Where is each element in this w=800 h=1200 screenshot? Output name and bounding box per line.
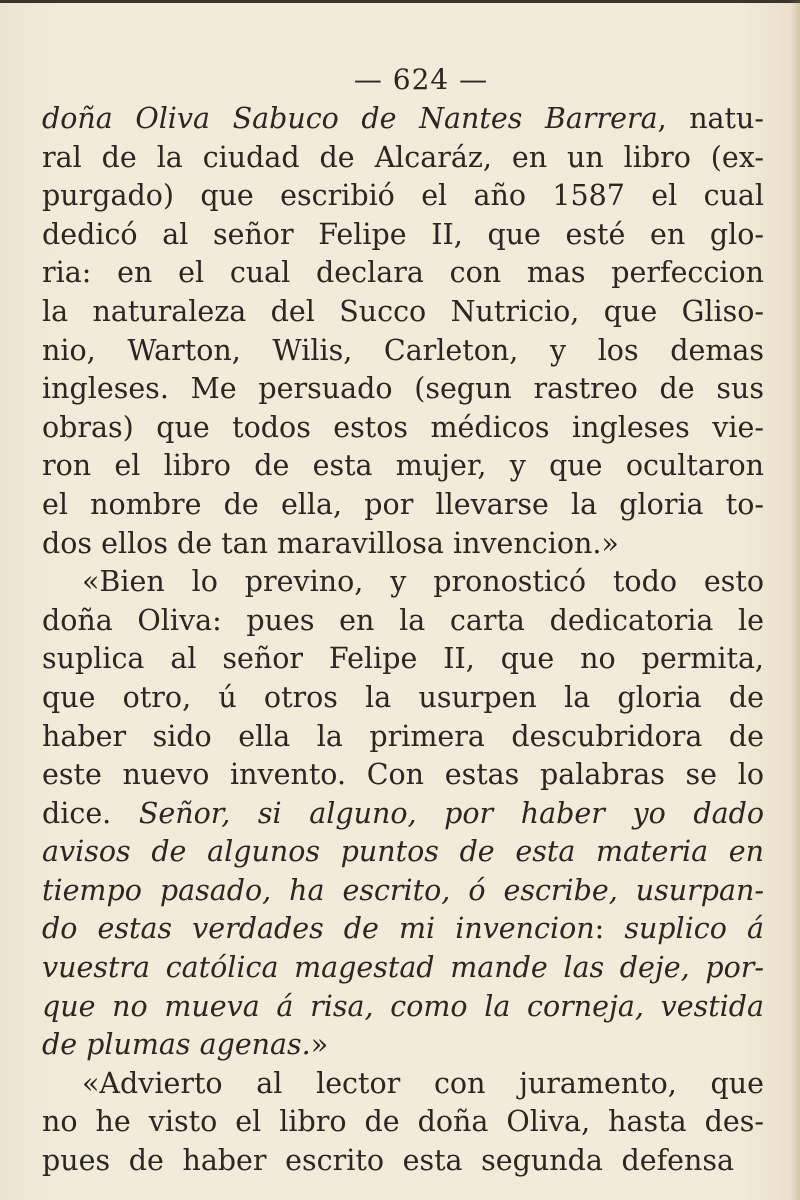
text-line [42, 602, 764, 641]
text-line [42, 370, 764, 409]
page-number: — 624 — [353, 63, 489, 96]
text-span: que otro, ú otros la usurpen la gloria de [42, 680, 764, 714]
text-span: doña Oliva Sabuco de Nantes Barrera [42, 102, 658, 135]
text-line [42, 833, 764, 872]
text-line [42, 795, 764, 834]
text-line [42, 679, 764, 718]
text-span: la naturaleza del Succo Nutricio, que Gliso- [42, 294, 764, 328]
text-line [42, 1026, 764, 1065]
text-line [42, 1142, 734, 1181]
text-span: do estas verdades de mi invencion [42, 912, 595, 946]
text-line [42, 756, 764, 795]
text-span: no he visto el libro de doña Oliva, hasta des- [42, 1105, 764, 1139]
text-span: de plumas agenas. [42, 1028, 311, 1062]
text-line [42, 718, 764, 757]
text-line [42, 447, 764, 486]
text-span: ingleses. Me persuado (segun rastreo de sus [42, 372, 764, 406]
text-span: avisos de algunos puntos de esta materia en [42, 835, 764, 869]
text-span: ral de la ciudad de Alcaráz, en un libro (ex- [42, 140, 764, 174]
text-line [42, 949, 764, 988]
text-line [42, 409, 764, 448]
text-line [42, 486, 764, 525]
text-line [42, 293, 764, 332]
text-span: que no mueva á risa, como la corneja, vestida [42, 989, 764, 1023]
text-line [42, 332, 764, 371]
text-line [42, 139, 764, 178]
text-line [42, 910, 764, 949]
text-block [42, 60, 764, 1181]
text-span: nio, Warton, Wilis, Carleton, y los demas [42, 333, 764, 367]
text-span: haber sido ella la primera descubridora de [42, 719, 764, 753]
text-span: ria: en el cual declara con mas perfeccion [42, 256, 764, 290]
text-span: tiempo pasado, ha escrito, ó escribe, usurpan- [42, 873, 764, 907]
text-span: ron el libro de esta mujer, y que ocultaron [42, 449, 764, 483]
text-line [42, 1103, 764, 1142]
text-span: » [310, 1028, 329, 1062]
text-span: suplico á [624, 912, 764, 946]
text-span: : [594, 912, 625, 946]
text-line [42, 216, 764, 255]
text-span: dos ellos de tan maravillosa invencion.» [42, 526, 619, 560]
text-line [42, 177, 764, 216]
text-span: «Advierto al lector con juramento, que [82, 1066, 764, 1100]
text-span: Señor, si alguno, por haber yo dado [138, 796, 764, 830]
text-line [42, 872, 764, 911]
text-span: dedicó al señor Felipe II, que esté en glo- [42, 217, 764, 251]
text-span: vuestra católica magestad mande las deje, por- [42, 951, 764, 985]
text-line [42, 525, 764, 564]
text-span: dice. [42, 796, 139, 830]
text-span: doña Oliva: pues en la carta dedicatoria le [42, 603, 764, 637]
text-span: obras) que todos estos médicos ingleses vie- [42, 410, 764, 444]
text-span: «Bien lo previno, y pronosticó todo esto [82, 565, 764, 599]
text-line [42, 1065, 764, 1104]
text-line [42, 640, 764, 679]
text-span: , natu- [657, 102, 764, 135]
text-span: suplica al señor Felipe II, que no permita, [42, 642, 764, 676]
text-span: el nombre de ella, por llevarse la gloria to- [42, 487, 764, 521]
text-span: purgado) que escribió el año 1587 el cual [42, 179, 764, 213]
text-line [42, 100, 764, 139]
text-span: este nuevo invento. Con estas palabras se lo [42, 758, 764, 792]
text-line [42, 563, 764, 602]
text-line [42, 254, 764, 293]
top-edge-rule [0, 0, 800, 3]
text-line [42, 988, 764, 1027]
page-edge-shading [790, 0, 800, 1200]
text-span: pues de haber escrito esta segunda defensa [42, 1144, 734, 1178]
